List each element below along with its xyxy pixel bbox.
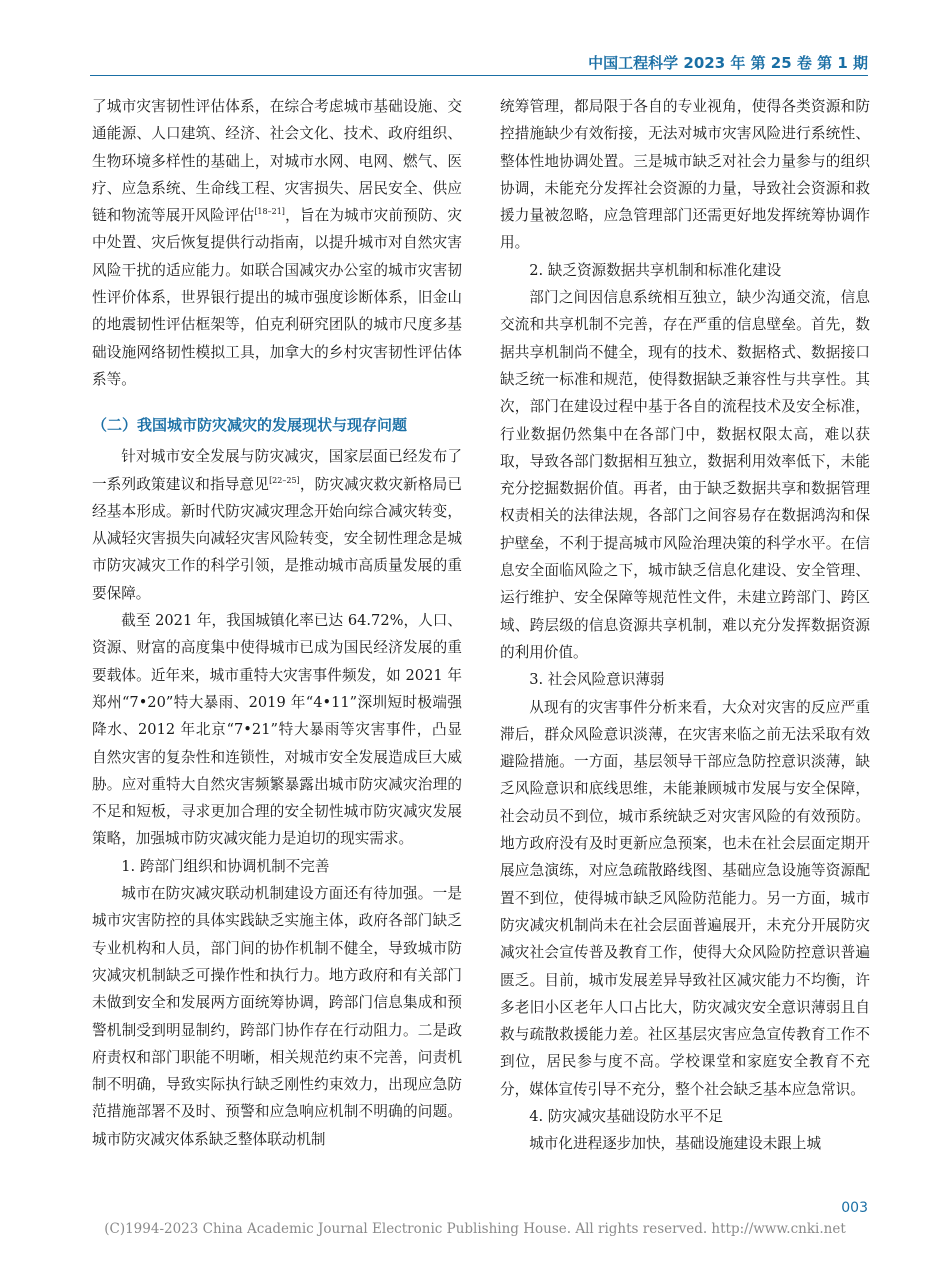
paragraph: 城市在防灾减灾联动机制建设方面还有待加强。一是城市灾害防控的具体实践缺乏实施主体，政府各部门缺乏专业机构和人员，部门间的协作机制不健全，导致城市防灾减灾机制缺乏可操作性和执行力。地方政府和有关部门未做到安全和发展两方面统筹协调，跨部门信息集成和预警机制受到明显制约，跨部门协作存在行动阻力。二是政府责权和部门职能不明晰，相关规范约束不完善，问责机制不明确，导致实际执行缺乏刚性约束效力，出现应急防范措施部署不及时、预警和应急响应机制不明确的问题。城市防灾减灾体系缺乏整体联动机制 xyxy=(92,885,462,1148)
subsection-heading: 4. 防灾减灾基础设防水平不足 xyxy=(529,1107,723,1125)
paragraph: 截至 2021 年，我国城镇化率已达 64.72%，人口、资源、财富的高度集中使得城市已成为国民经济发展的重要载体。近年来，城市重特大灾害事件频发，如 2021 年郑州“7•20”特大暴雨、2019 年“4•11”深圳短时极端强降水、2012 年北京“7•21”特大暴雨等灾害事件，凸显自然灾害的复杂性和连锁性，对城市安全发展造成巨大威胁。应对重特大自然灾害频繁暴露出城市防灾减灾治理的不足和短板，寻求更加合理的安全韧性城市防灾减灾发展策略，加强城市防灾减灾能力是迫切的现实需求。 xyxy=(92,612,462,848)
running-header xyxy=(90,52,868,76)
paragraph: 部门之间因信息系统相互独立，缺少沟通交流，信息交流和共享机制不完善，存在严重的信息壁垒。首先，数据共享机制尚不健全，现有的技术、数据格式、数据接口缺乏统一标准和规范，使得数据缺乏兼容性与共享性。其次，部门在建设过程中基于各自的流程技术及安全标准，行业数据仍然集中在各部门中，数据权限太高，难以获取，导致各部门数据相互独立，数据利用效率低下，未能充分挖掘数据价值。再者，由于缺乏数据共享和数据管理权责相关的法律法规，各部门之间容易存在数据鸿沟和保护壁垒，不利于提高城市风险治理决策的科学水平。在信息安全面临风险之下，城市缺乏信息化建设、安全管理、运行维护、安全保障等规范性文件，未建立跨部门、跨区域、跨层级的信息资源共享机制，难以充分发挥数据资源的利用价值。 xyxy=(500,289,870,661)
copyright-notice: (C)1994-2023 China Academic Journal Electronic Publishing House. All rights reserved. http://www.cnki.net xyxy=(104,1221,846,1237)
paragraph xyxy=(92,443,462,607)
right-column xyxy=(500,93,870,1158)
citation: [18–21] xyxy=(254,207,285,217)
subsection-heading: 2. 缺乏资源数据共享机制和标准化建设 xyxy=(529,261,782,279)
paragraph: 城市化进程逐步加快，基础设施建设未跟上城 xyxy=(529,1135,822,1153)
left-column xyxy=(92,93,462,1153)
paragraph: 统筹管理，都局限于各自的专业视角，使得各类资源和防控措施缺少有效衔接，无法对城市灾害风险进行系统性、整体性地协调处置。三是城市缺乏对社会力量参与的组织协调，未能充分发挥社会资源的力量，导致社会资源和救援力量被忽略，应急管理部门还需更好地发挥统筹协调作用。 xyxy=(500,98,870,252)
subsection-heading: 3. 社会风险意识薄弱 xyxy=(529,671,665,689)
paragraph-text: 了城市灾害韧性评估体系，在综合考虑城市基础设施、交通能源、人口建筑、经济、社会文化、技术、政府组织、生物环境多样性的基础上，对城市水网、电网、燃气、医疗、应急系统、生命线工程、灾害损失、居民安全、供应链和物流等展开风险评估 xyxy=(92,98,462,225)
paragraph: 从现有的灾害事件分析来看，大众对灾害的反应严重滞后，群众风险意识淡薄，在灾害来临之前无法采取有效避险措施。一方面，基层领导干部应急防控意识淡薄，缺乏风险意识和底线思维，未能兼顾城市发展与安全保障，社会动员不到位，城市系统缺乏对灾害风险的有效预防。地方政府没有及时更新应急预案，也未在社会层面定期开展应急演练，对应急疏散路线图、基础应急设施等资源配置不到位，使得城市缺乏风险防范能力。另一方面，城市防灾减灾机制尚未在社会层面普遍展开，未充分开展防灾减灾社会宣传普及教育工作，使得大众风险防控意识普遍匮乏。目前，城市发展差异导致社区减灾能力不均衡，许多老旧小区老年人口占比大，防灾减灾安全意识薄弱且自救与疏散救援能力差。社区基层灾害应急宣传教育工作不到位，居民参与度不高。学校课堂和家庭安全教育不充分，媒体宣传引导不充分，整个社会缺乏基本应急常识。 xyxy=(500,698,870,1098)
page-number: 003 xyxy=(841,1200,868,1216)
paragraph xyxy=(92,93,462,393)
header-rule xyxy=(90,75,868,76)
paragraph-text: 针对城市安全发展与防灾减灾，国家层面已经发布了一系列政策建议和指导意见 xyxy=(92,448,462,493)
journal-title: 中国工程科学 2023 年 第 25 卷 第 1 期 xyxy=(588,54,868,72)
subsection-heading: 1. 跨部门组织和协调机制不完善 xyxy=(121,857,330,875)
paragraph-text: ，防灾减灾救灾新格局已经基本形成。新时代防灾减灾理念开始向综合减灾转变，从减轻灾害损失向减轻灾害风险转变，安全韧性理念是城市防灾减灾工作的科学引领，是推动城市高质量发展的重要保障。 xyxy=(92,475,462,602)
section-heading: （二）我国城市防灾减灾的发展现状与现存问题 xyxy=(92,416,408,435)
paragraph-text: ，旨在为城市灾前预防、灾中处置、灾后恢复提供行动指南，以提升城市对自然灾害风险干扰的适应能力。如联合国减灾办公室的城市灾害韧性评价体系，世界银行提出的城市强度诊断体系，旧金山的地震韧性评估框架等，伯克利研究团队的城市尺度多基础设施网络韧性模拟工具，加拿大的乡村灾害韧性评估体系等。 xyxy=(92,207,462,388)
citation: [22–25] xyxy=(269,475,300,485)
